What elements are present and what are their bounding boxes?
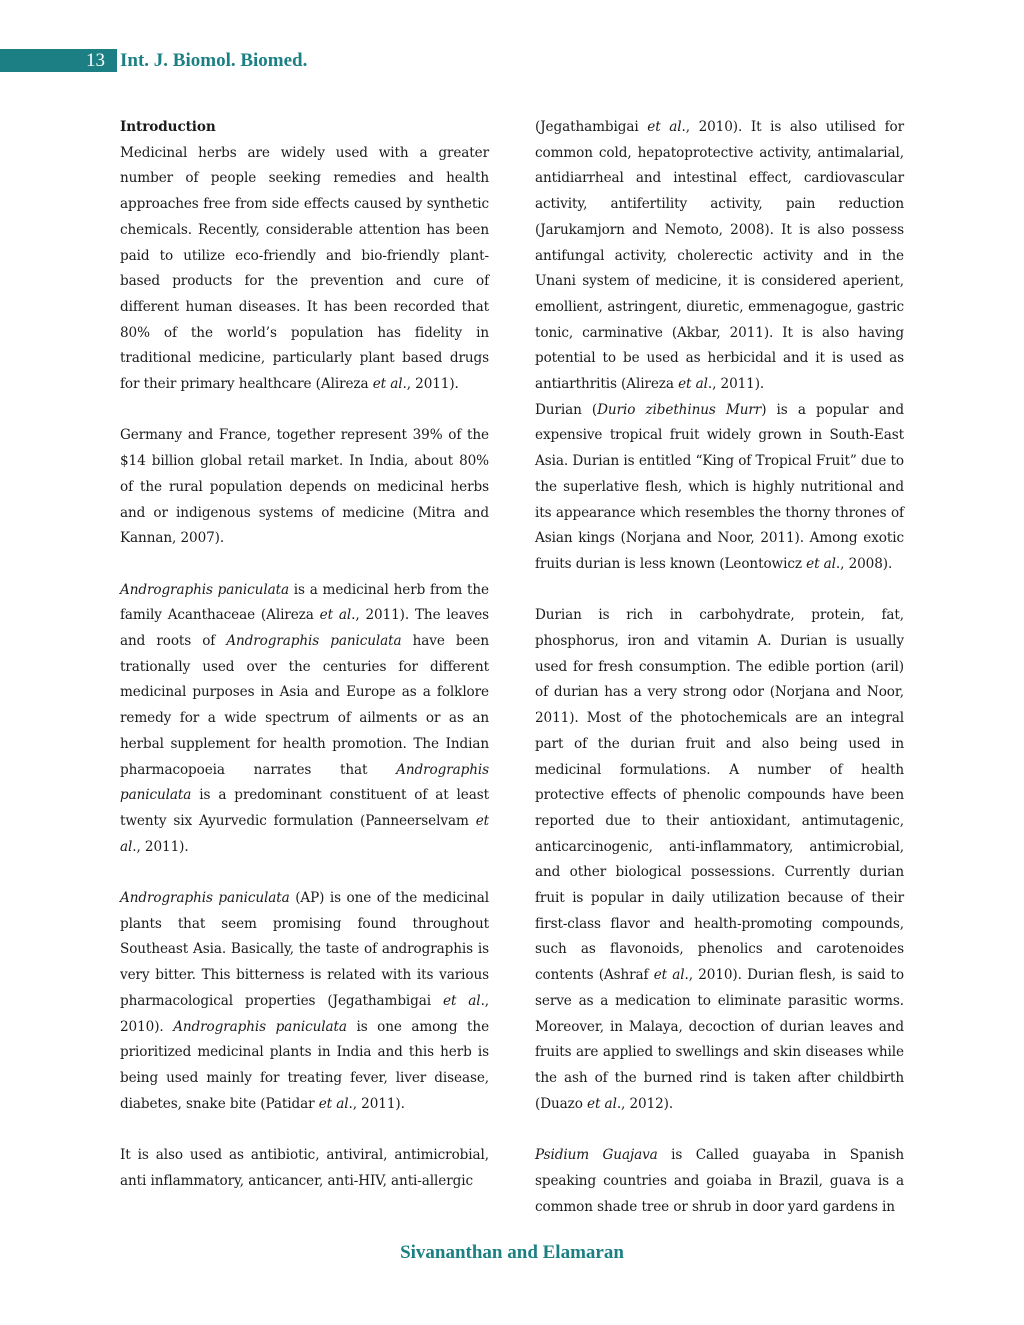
- left-column: [120, 115, 489, 1194]
- page-number: 13: [86, 50, 105, 71]
- paragraph-intro-4: Andrographis paniculata (AP) is one of the medicinal plants that seem promising found throughout Southeast Asia. Basically, the taste of andrographis is very bitter. This bitterness is related with its various pharmacological properties (Jegathambigai et al., 2010). Andrographis paniculata is one among the prioritized medicinal plants in India and this herb is being used mainly for treating fever, liver disease, diabetes, snake bite (Patidar et al., 2011).: [120, 890, 490, 1112]
- right-column: [535, 115, 904, 1220]
- paragraph-intro-1: Medicinal herbs are widely used with a greater number of people seeking remedies and health approaches free from side effects caused by synthetic chemicals. Recently, considerable attention has been paid to utilize eco-friendly and bio-friendly plant-based products for the prevention and cure of different human diseases. It has been recorded that 80% of the world’s population has fidelity in traditional medicine, particularly plant based drugs for their primary healthcare (Alireza et al., 2011).: [120, 144, 489, 393]
- paragraph-intro-5: It is also used as antibiotic, antiviral, antimicrobial, anti inflammatory, anticancer, anti-HIV, anti-allergic: [120, 1147, 489, 1189]
- journal-title: Int. J. Biomol. Biomed.: [120, 50, 308, 71]
- paragraph-right-2: Durian (Durio zibethinus Murr) is a popular and expensive tropical fruit widely grown in South-East Asia. Durian is entitled “King of Tropical Fruit” due to the superlative flesh, which is highly nutritional and its appearance which resembles the thorny thrones of Asian kings (Norjana and Noor, 2011). Among exotic fruits durian is less known (Leontowicz et al., 2008).: [535, 401, 904, 572]
- footer-authors: Sivananthan and Elamaran: [400, 1242, 624, 1263]
- section-heading: Introduction: [120, 119, 216, 135]
- paragraph-right-4: Psidium Guajava is Called guayaba in Spanish speaking countries and goiaba in Brazil, guava is a common shade tree or shrub in door yard gardens in: [535, 1147, 904, 1215]
- paragraph-right-1: (Jegathambigai et al., 2010). It is also utilised for common cold, hepatoprotective activity, antimalarial, antidiarrheal and intestinal effect, cardiovascular activity, antifertility activity, pain reduction (Jarukamjorn and Nemoto, 2008). It is also possess antifungal activity, cholerectic activity and in the Unani system of medicine, it is considered aperient, emollient, astringent, diuretic, emmenagogue, gastric tonic, carminative (Akbar, 2011). It is also having potential to be used as herbicidal and it is used as antiarthritis (Alireza et al., 2011).: [535, 119, 905, 393]
- paragraph-right-3: Durian is rich in carbohydrate, protein, fat, phosphorus, iron and vitamin A. Durian is usually used for fresh consumption. The edible portion (aril) of durian has a very strong odor (Norjana and Noor, 2011). Most of the photochemicals are an integral part of the durian fruit and also being used in medicinal formulations. A number of health protective effects of phenolic compounds have been reported due to their antioxidant, antimutagenic, anticarcinogenic, anti-inflammatory, antimicrobial, and other biological possessions. Currently durian fruit is popular in daily utilization because of their first-class flavor and health-promoting compounds, such as flavonoids, phenolics and carotenoides contents (Ashraf et al., 2010). Durian flesh, is said to serve as a medication to eliminate parasitic worms. Moreover, in Malaya, decoction of durian leaves and fruits are applied to swellings and skin diseases while the ash of the burned rind is taken after childbirth (Duazo et al., 2012).: [535, 607, 905, 1112]
- paragraph-intro-2: Germany and France, together represent 39% of the $14 billion global retail market. In India, about 80% of the rural population depends on medicinal herbs and or indigenous systems of medicine (Mitra and Kannan, 2007).: [120, 427, 489, 547]
- paragraph-intro-3: Andrographis paniculata is a medicinal herb from the family Acanthaceae (Alireza et al., 2011). The leaves and roots of Andrographis paniculata have been trationally used over the centuries for different medicinal purposes in Asia and Europe as a folklore remedy for a wide spectrum of ailments or as an herbal supplement for health promotion. The Indian pharmacopoeia narrates that Andrographis paniculata is a predominant constituent of at least twenty six Ayurvedic formulation (Panneerselvam et al., 2011).: [120, 581, 490, 855]
